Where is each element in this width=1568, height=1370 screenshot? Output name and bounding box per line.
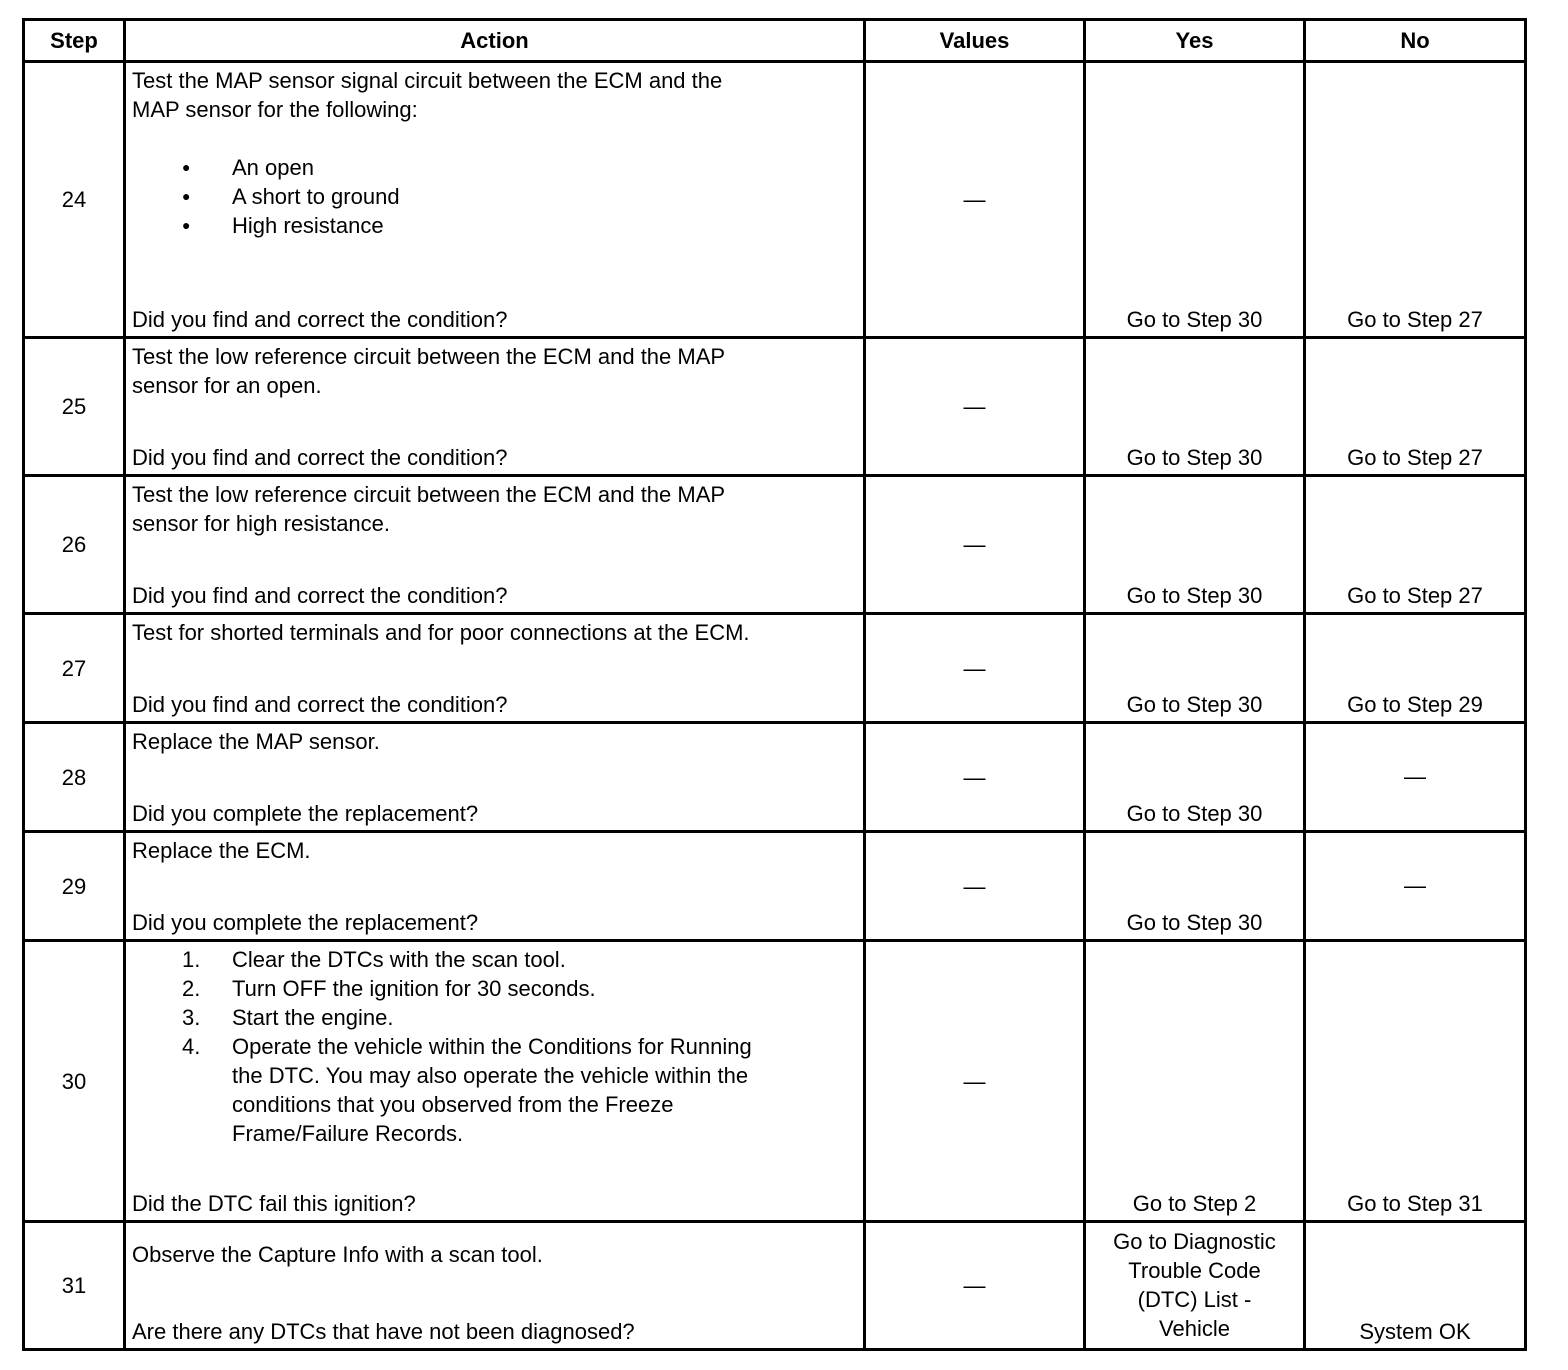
action-instructions: [132, 836, 859, 865]
item-line: Operate the vehicle within the Conditions for Running: [232, 1034, 752, 1059]
no-cell: System OK: [1306, 1223, 1524, 1348]
instruction-line: Test the low reference circuit between the ECM and the MAP: [132, 482, 726, 507]
yes-line: Go to Diagnostic: [1113, 1228, 1276, 1254]
values-cell: —: [866, 615, 1083, 721]
bullet-item: ● An open: [132, 153, 859, 182]
values-cell: —: [866, 1223, 1083, 1348]
yes-cell: Go to Step 30: [1086, 477, 1303, 612]
action-instructions: [132, 727, 859, 756]
yes-cell: Go to Step 30: [1086, 724, 1303, 830]
action-cell: [126, 339, 863, 474]
item-number: 2.: [182, 976, 201, 1001]
action-cell: [126, 833, 863, 939]
numbered-item: [132, 1003, 859, 1032]
header-no: No: [1306, 21, 1524, 60]
action-cell: [126, 477, 863, 612]
spacer: [132, 124, 859, 153]
no-cell: Go to Step 27: [1306, 477, 1524, 612]
action-instructions: [132, 618, 859, 647]
item-line: the DTC. You may also operate the vehicle within the: [232, 1063, 749, 1088]
no-cell: —: [1306, 833, 1524, 939]
no-cell: —: [1306, 724, 1524, 830]
step-number: 27: [25, 615, 123, 721]
yes-cell: Go to Step 30: [1086, 339, 1303, 474]
bullet-item: ● High resistance: [132, 211, 859, 240]
no-cell: Go to Step 27: [1306, 63, 1524, 336]
action-question: Are there any DTCs that have not been diagnosed?: [132, 1319, 635, 1344]
values-cell: —: [866, 63, 1083, 336]
action-question: Did you complete the replacement?: [132, 801, 479, 826]
step-number: 30: [25, 942, 123, 1220]
item-line: Turn OFF the ignition for 30 seconds.: [232, 976, 596, 1001]
action-question: Did you complete the replacement?: [132, 910, 479, 935]
yes-line: (DTC) List -: [1137, 1286, 1252, 1312]
numbered-item: [132, 1032, 859, 1148]
instruction-line: Replace the MAP sensor.: [132, 729, 380, 754]
step-number: 24: [25, 63, 123, 336]
yes-cell: [1086, 1223, 1303, 1348]
yes-text: [1113, 1227, 1276, 1343]
action-instructions: [132, 480, 859, 538]
instruction-line: Test the MAP sensor signal circuit between the ECM and the: [132, 68, 723, 93]
action-instructions: [132, 1240, 859, 1269]
values-cell: —: [866, 339, 1083, 474]
header-step: Step: [25, 21, 123, 60]
action-instructions: [132, 66, 859, 240]
instruction-line: Observe the Capture Info with a scan tool.: [132, 1242, 543, 1267]
step-number: 25: [25, 339, 123, 474]
values-cell: —: [866, 724, 1083, 830]
header-action: Action: [126, 21, 863, 60]
bullet-item: ● A short to ground: [132, 182, 859, 211]
yes-line: Trouble Code: [1128, 1257, 1261, 1283]
values-cell: —: [866, 942, 1083, 1220]
action-instructions: [132, 342, 859, 400]
instruction-line: sensor for high resistance.: [132, 511, 391, 536]
action-question: Did you find and correct the condition?: [132, 307, 508, 332]
yes-line: Vehicle: [1159, 1315, 1230, 1341]
yes-cell: Go to Step 30: [1086, 833, 1303, 939]
bullet-list: [132, 153, 859, 240]
action-cell: [126, 615, 863, 721]
yes-cell: Go to Step 30: [1086, 615, 1303, 721]
numbered-item: [132, 974, 859, 1003]
step-number: 31: [25, 1223, 123, 1348]
item-number: 3.: [182, 1005, 201, 1030]
numbered-list: [132, 945, 859, 1148]
action-question: Did you find and correct the condition?: [132, 583, 508, 608]
action-cell: [126, 724, 863, 830]
yes-cell: Go to Step 30: [1086, 63, 1303, 336]
instruction-line: Replace the ECM.: [132, 838, 311, 863]
diagnostic-table: [22, 18, 1527, 1351]
action-cell: [126, 1223, 863, 1348]
action-cell: [126, 63, 863, 336]
header-values: Values: [866, 21, 1083, 60]
instruction-line: sensor for an open.: [132, 373, 322, 398]
no-cell: Go to Step 29: [1306, 615, 1524, 721]
values-cell: —: [866, 833, 1083, 939]
no-cell: Go to Step 27: [1306, 339, 1524, 474]
item-line: conditions that you observed from the Freeze: [232, 1092, 674, 1117]
values-cell: —: [866, 477, 1083, 612]
numbered-item: [132, 945, 859, 974]
header-yes: Yes: [1086, 21, 1303, 60]
yes-cell: Go to Step 2: [1086, 942, 1303, 1220]
instruction-line: Test the low reference circuit between the ECM and the MAP: [132, 344, 726, 369]
item-line: Clear the DTCs with the scan tool.: [232, 947, 566, 972]
item-line: Frame/Failure Records.: [232, 1121, 464, 1146]
instruction-line: Test for shorted terminals and for poor connections at the ECM.: [132, 620, 750, 645]
item-number: 4.: [182, 1034, 201, 1059]
no-cell: Go to Step 31: [1306, 942, 1524, 1220]
action-question: Did the DTC fail this ignition?: [132, 1191, 416, 1216]
action-instructions: [132, 945, 859, 1148]
step-number: 28: [25, 724, 123, 830]
step-number: 29: [25, 833, 123, 939]
item-line: Start the engine.: [232, 1005, 394, 1030]
action-question: Did you find and correct the condition?: [132, 445, 508, 470]
item-number: 1.: [182, 947, 201, 972]
step-number: 26: [25, 477, 123, 612]
action-cell: [126, 942, 863, 1220]
instruction-line: MAP sensor for the following:: [132, 97, 418, 122]
action-question: Did you find and correct the condition?: [132, 692, 508, 717]
